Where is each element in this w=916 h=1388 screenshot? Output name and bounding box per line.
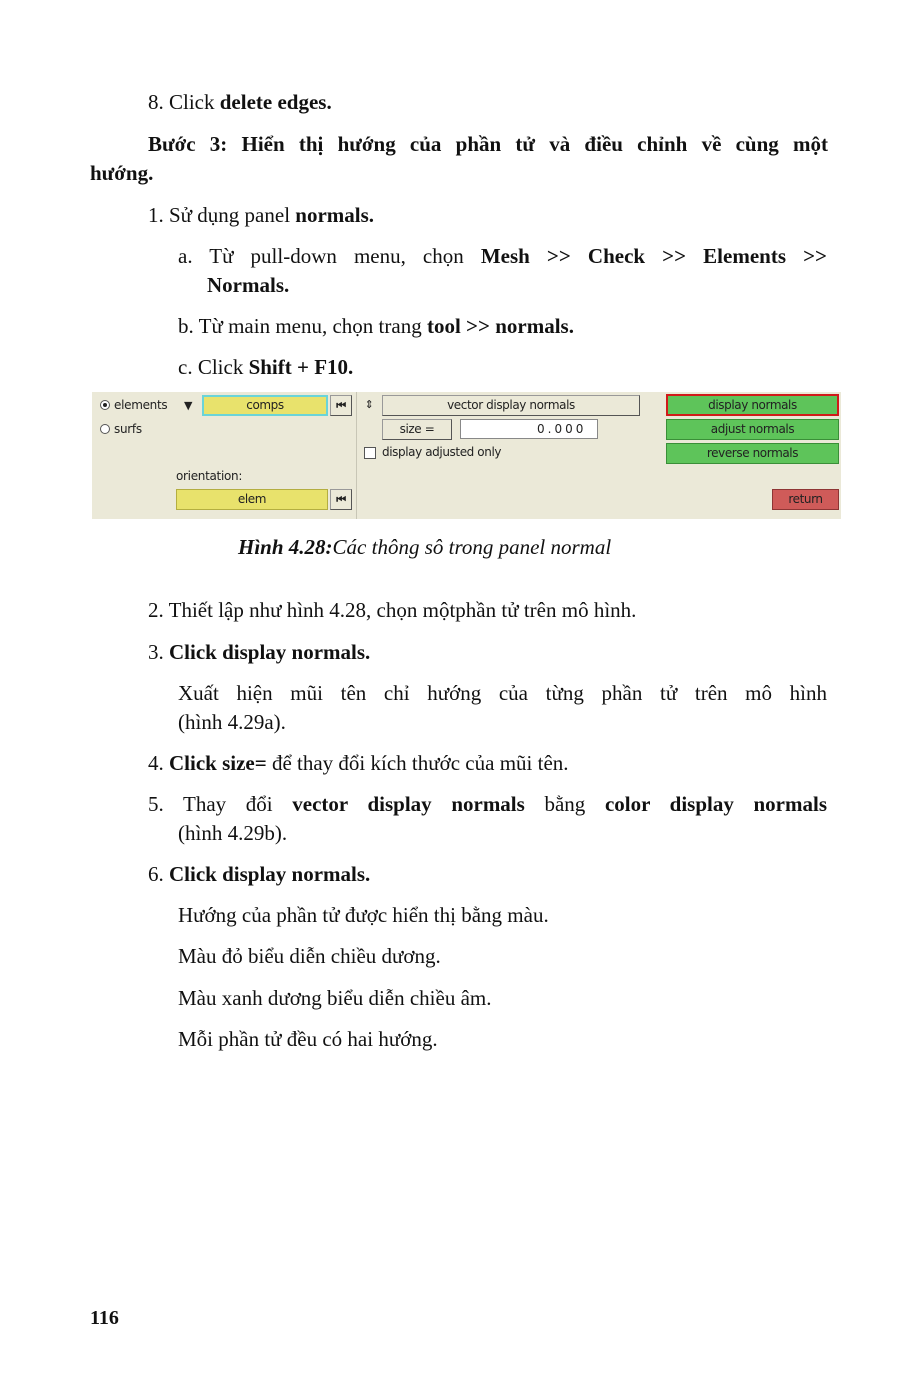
- vector-display-normals-toggle[interactable]: vector display normals: [382, 395, 640, 416]
- item-a-cont: Normals.: [207, 273, 290, 297]
- radio-selected-icon: [100, 400, 110, 410]
- radio-surfs-label: surfs: [114, 422, 142, 436]
- size-input[interactable]: 0 . 0 0 0: [460, 419, 598, 439]
- radio-elements-label: elements: [114, 398, 168, 412]
- return-button[interactable]: return: [772, 489, 839, 510]
- item-6-desc-1: Hướng của phần tử được hiển thị bằng màu.: [178, 903, 549, 927]
- orientation-label: orientation:: [176, 469, 243, 483]
- item-1: 1. Sử dụng panel normals.: [148, 203, 375, 227]
- figure-caption: Hình 4.28:Các thông sô trong panel normal: [238, 535, 612, 559]
- item-3-desc: Xuất hiện mũi tên chỉ hướng của từng phần tử trên mô hình: [178, 681, 827, 705]
- item-6-desc-2: Màu đỏ biểu diễn chiều dương.: [178, 944, 441, 968]
- divider: [356, 392, 357, 519]
- item-a: a. Từ pull-down menu, chọn Mesh >> Check >> Elements >>: [178, 244, 827, 268]
- step-3-heading: Bước 3: Hiển thị hướng của phần tử và điều chỉnh về cùng một: [148, 132, 828, 156]
- adjust-normals-button[interactable]: adjust normals: [666, 419, 839, 440]
- item-6-desc-4: Mỗi phần tử đều có hai hướng.: [178, 1027, 438, 1051]
- reset-icon[interactable]: ⏮: [330, 395, 352, 416]
- item-5-cont: (hình 4.29b).: [178, 821, 288, 845]
- dropdown-arrow-icon[interactable]: ▼: [183, 399, 193, 412]
- item-3: 3. Click display normals.: [148, 640, 371, 664]
- item-c: c. Click Shift + F10.: [178, 355, 354, 379]
- reverse-normals-button[interactable]: reverse normals: [666, 443, 839, 464]
- item-3-desc-cont: (hình 4.29a).: [178, 710, 286, 734]
- toggle-arrows-icon[interactable]: ⇕: [364, 398, 374, 411]
- display-adjusted-checkbox[interactable]: [364, 447, 376, 459]
- item-4: 4. Click size= để thay đổi kích thước của mũi tên.: [148, 751, 569, 775]
- size-button[interactable]: size =: [382, 419, 452, 440]
- display-normals-button[interactable]: display normals: [666, 394, 839, 416]
- step-8: 8. Click delete edges.: [148, 90, 332, 114]
- display-adjusted-label: display adjusted only: [382, 445, 502, 459]
- radio-unselected-icon: [100, 424, 110, 434]
- item-5: 5. Thay đổi vector display normals bằng color display normals: [148, 792, 828, 816]
- normals-panel: [92, 392, 841, 519]
- reset-icon[interactable]: ⏮: [330, 489, 352, 510]
- page-number: 116: [90, 1307, 119, 1329]
- radio-surfs[interactable]: [100, 422, 142, 436]
- step-3-heading-cont: hướng.: [90, 161, 154, 185]
- comps-selector[interactable]: comps: [202, 395, 328, 416]
- item-6: 6. Click display normals.: [148, 862, 371, 886]
- item-b: b. Từ main menu, chọn trang tool >> normals.: [178, 314, 574, 338]
- radio-elements[interactable]: [100, 398, 167, 412]
- item-2: 2. Thiết lập như hình 4.28, chọn mộtphần tử trên mô hình.: [148, 598, 637, 622]
- elem-selector[interactable]: elem: [176, 489, 328, 510]
- item-6-desc-3: Màu xanh dương biểu diễn chiều âm.: [178, 986, 492, 1010]
